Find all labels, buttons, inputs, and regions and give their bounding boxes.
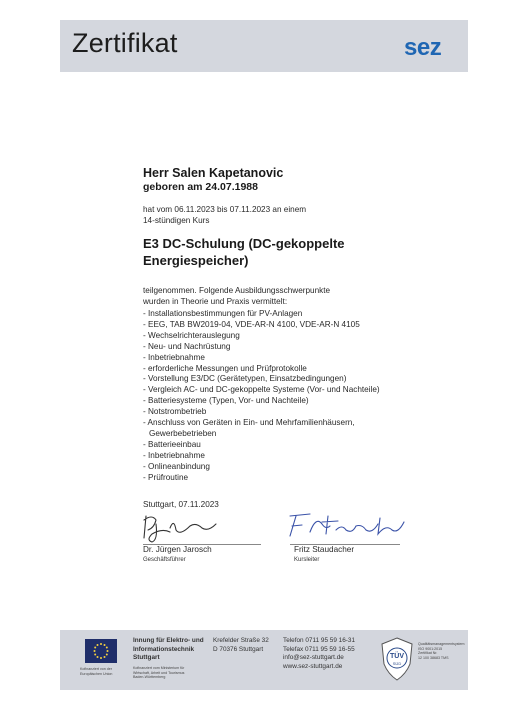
topic-item: - EEG, TAB BW2019-04, VDE-AR-N 4100, VDE-AR-N 4105 — [143, 319, 360, 329]
guild-title — [133, 637, 204, 663]
topic-item: - Vorstellung E3/DC (Gerätetypen, Einsatzbedingungen) — [143, 374, 347, 384]
guild-title-line-3: Stuttgart — [133, 654, 160, 662]
footer-contact — [283, 637, 355, 671]
course-title — [143, 235, 345, 269]
topic-item: - Installationsbestimmungen für PV-Anlagen — [143, 309, 303, 318]
address-line-1: Krefelder Straße 32 — [213, 637, 269, 644]
guild-note — [133, 666, 184, 680]
right-signatory-name: Fritz Staudacher — [294, 545, 355, 554]
completion-line-1: teilgenommen. Folgende Ausbildungsschwerpunkte — [143, 286, 331, 295]
contact-fax: Telefax 0711 95 59 16-55 — [283, 645, 355, 653]
topic-item: - Inbetriebnahme — [143, 450, 205, 460]
contact-website-link[interactable]: www.sez-stuttgart.de — [283, 662, 343, 670]
eu-caption-line-1: Kofinanziert von der — [80, 667, 112, 671]
completion-text — [143, 285, 330, 307]
eu-caption — [80, 667, 112, 676]
tuv-text-line-1: Qualitätsmanagementsystem — [418, 642, 465, 646]
topic-item: - erforderliche Messungen und Prüfprotokolle — [143, 363, 307, 373]
address-line-2: D 70376 Stuttgart — [213, 645, 264, 653]
left-signatory-name: Dr. Jürgen Jarosch — [143, 545, 212, 554]
attendance-line-2: 14-stündigen Kurs — [143, 216, 210, 225]
tuv-certification-badge — [380, 636, 465, 686]
eu-caption-line-2: Europäischen Union — [80, 671, 113, 676]
left-signature-graphic — [140, 510, 220, 544]
topic-item-continuation: Gewerbebetrieben — [149, 428, 217, 438]
guild-title-line-2: Informationstechnik — [133, 645, 195, 653]
topic-item: - Onlineanbindung — [143, 461, 210, 471]
topic-item: - Batteriesysteme (Typen, Vor- und Nachteile) — [143, 396, 309, 406]
contact-phone: Telefon 0711 95 59 16-31 — [283, 637, 356, 644]
topic-item: - Notstrombetrieb — [143, 407, 207, 417]
topic-item: - Neu- und Nachrüstung — [143, 341, 231, 351]
guild-title-line-1: Innung für Elektro- und — [133, 637, 204, 644]
tuv-text-line-2: ISO 9001:2015 — [418, 646, 443, 651]
topic-item: - Wechselrichterauslegung — [143, 330, 240, 340]
attendance-text — [143, 204, 306, 226]
eu-flag-icon — [85, 639, 117, 663]
tuv-sub: SÜD — [392, 661, 402, 666]
topic-item: - Vergleich AC- und DC-gekoppelte Systeme (Vor- und Nachteile) — [143, 385, 380, 395]
course-title-line-1: E3 DC-Schulung (DC-gekoppelte — [143, 236, 345, 251]
guild-note-line-1: Kofinanziert vom Ministerium für — [133, 666, 185, 670]
recipient-birthdate: geboren am 24.07.1988 — [143, 181, 258, 193]
topics-list — [143, 309, 380, 484]
tuv-label: TÜV — [390, 653, 404, 660]
right-signature-graphic — [282, 510, 412, 542]
left-signatory — [143, 545, 212, 565]
tuv-text — [418, 642, 465, 660]
course-title-line-2: Energiespeicher) — [143, 253, 249, 268]
right-signatory-role: Kursleiter — [294, 557, 320, 563]
place-date: Stuttgart, 07.11.2023 — [143, 500, 219, 509]
recipient-name: Herr Salen Kapetanovic — [143, 166, 284, 180]
left-signatory-role: Geschäftsführer — [143, 557, 186, 563]
footer-address — [213, 637, 269, 654]
tuv-text-line-3: Zertifikat Nr. — [418, 651, 438, 656]
completion-line-2: wurden in Theorie und Praxis vermittelt: — [143, 297, 288, 306]
topic-item: - Anschluss von Geräten in Ein- und Mehrfamilienhäusern, — [143, 418, 355, 428]
topic-item: - Inbetriebnahme — [143, 352, 205, 362]
guild-note-line-3: Baden-Württemberg — [133, 675, 166, 680]
contact-email-link[interactable]: info@sez-stuttgart.de — [283, 654, 344, 662]
right-signatory — [294, 545, 354, 565]
sez-logo: sez — [404, 34, 442, 61]
guild-note-line-2: Wirtschaft, Arbeit und Tourismus — [133, 670, 185, 675]
attendance-line-1: hat vom 06.11.2023 bis 07.11.2023 an einem — [143, 205, 307, 214]
topic-item: - Batterieeinbau — [143, 439, 201, 449]
document-title: Zertifikat — [72, 28, 178, 58]
topic-item: - Prüfroutine — [143, 472, 189, 482]
tuv-text-line-4: 12 100 38683 TMS — [418, 655, 449, 660]
